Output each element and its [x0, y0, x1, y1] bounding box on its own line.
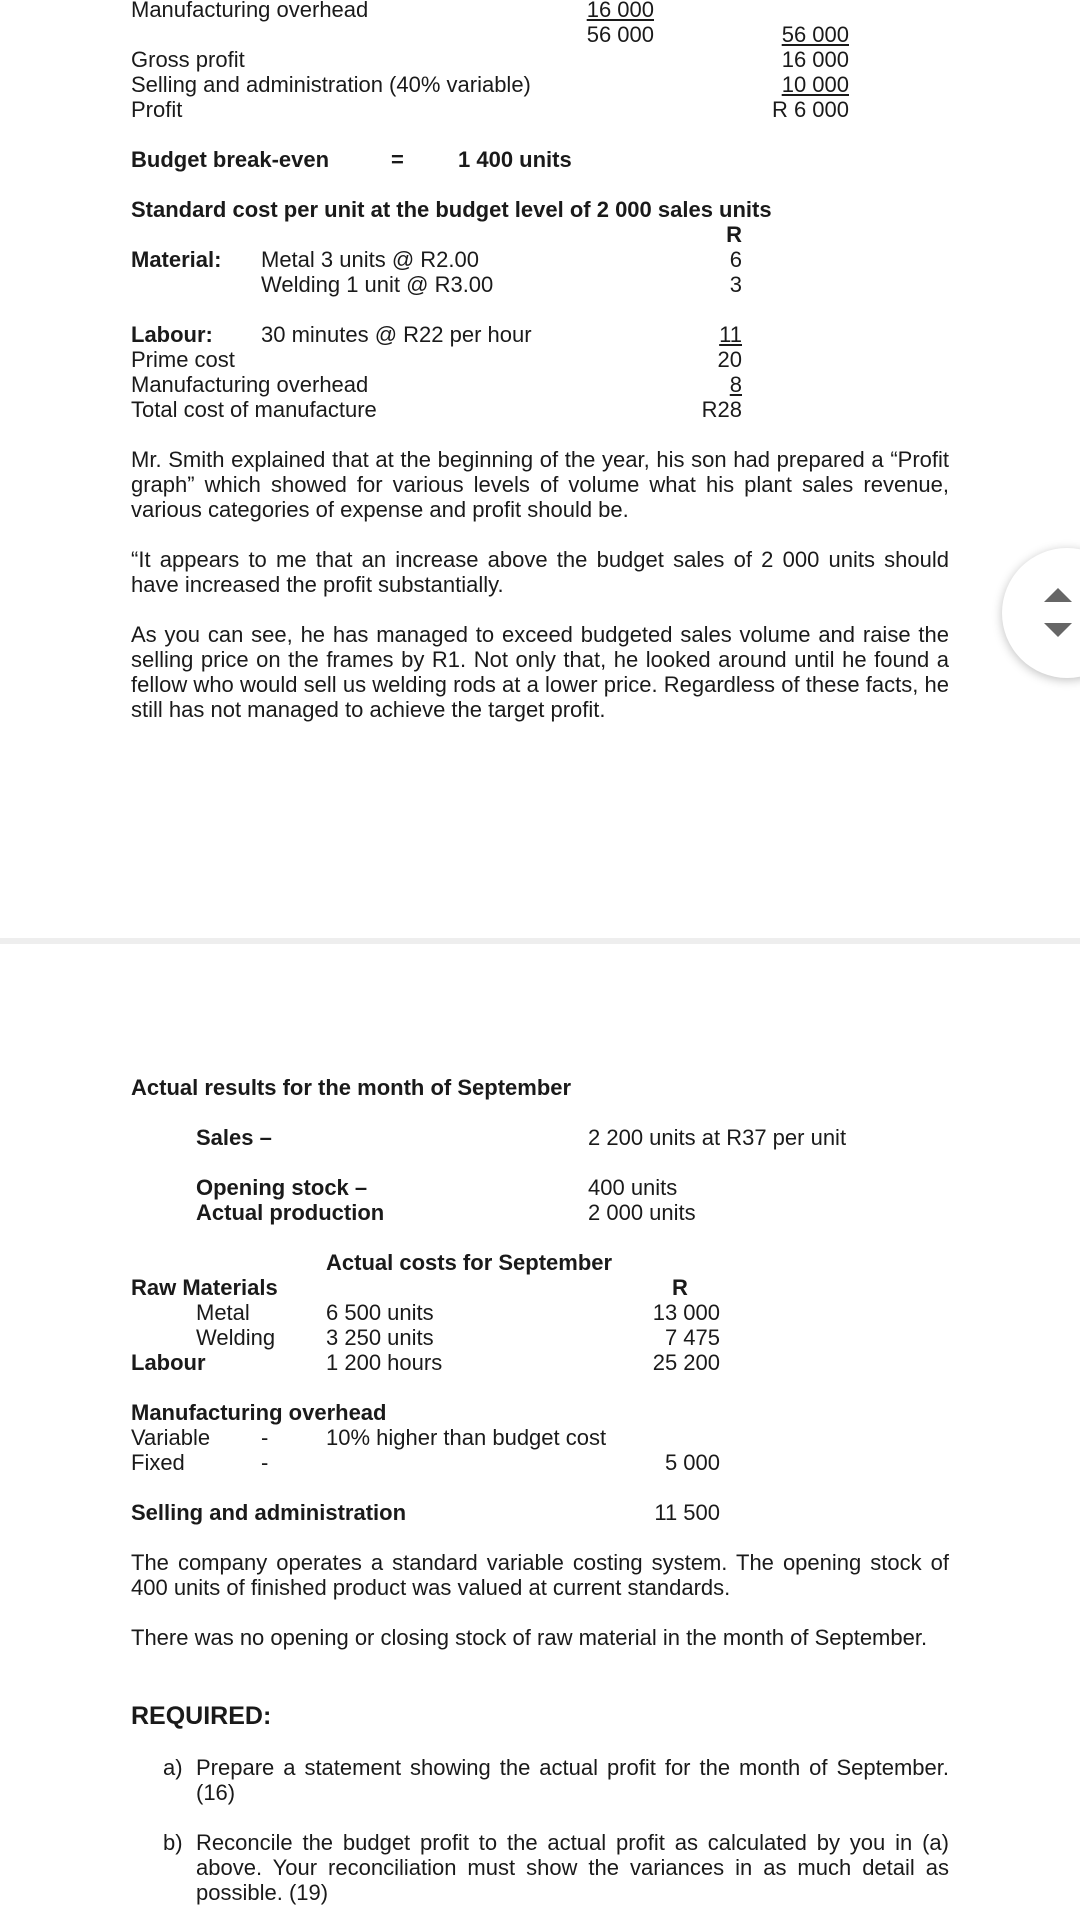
breakeven-value: 1 400 units	[458, 147, 572, 172]
required-item-a-text: Prepare a statement showing the actual profit for the month of September. (16)	[196, 1755, 949, 1805]
budget-subtotal-right: 56 000	[781, 22, 849, 47]
actual-selling-admin-label: Selling and administration	[131, 1500, 407, 1525]
actual-metal-quantity: 6 500 units	[326, 1300, 434, 1325]
budget-subtotal-mid: 56 000	[586, 22, 654, 47]
raw-materials-label: Raw Materials	[131, 1275, 278, 1300]
std-mfg-overhead-value: 8	[729, 372, 742, 397]
page-nav-button[interactable]	[1002, 548, 1080, 678]
total-cost-value: R28	[701, 397, 742, 422]
budget-mfg-overhead-value: 16 000	[586, 0, 654, 22]
required-heading: REQUIRED:	[131, 1702, 272, 1730]
actual-welding-quantity: 3 250 units	[326, 1325, 434, 1350]
required-item-a-label: a)	[163, 1755, 183, 1780]
std-mfg-overhead-label: Manufacturing overhead	[131, 372, 369, 397]
actual-sales-value: 2 200 units at R37 per unit	[588, 1125, 847, 1150]
profit-value: R 6 000	[771, 97, 849, 122]
total-cost-label: Total cost of manufacture	[131, 397, 377, 422]
prime-cost-label: Prime cost	[131, 347, 235, 372]
required-item-b	[163, 1830, 949, 1905]
required-item-b-label: b)	[163, 1830, 183, 1855]
actual-selling-admin-cost: 11 500	[654, 1500, 720, 1525]
actual-labour-quantity: 1 200 hours	[326, 1350, 443, 1375]
actual-production-value: 2 000 units	[588, 1200, 696, 1225]
required-item-b-text: Reconcile the budget profit to the actual profit as calculated by you in (a) above. Your reconciliation must show the variances in as much detail as possible. (19)	[196, 1830, 949, 1905]
actual-results-heading: Actual results for the month of September	[131, 1075, 572, 1100]
actual-metal-label: Metal	[196, 1300, 250, 1325]
variable-overhead-dash: -	[261, 1425, 269, 1450]
actual-production-label: Actual production	[196, 1200, 385, 1225]
labour-label: Labour:	[131, 322, 213, 347]
welding-description: Welding 1 unit @ R3.00	[261, 272, 494, 297]
notes-paragraph-2: There was no opening or closing stock of raw material in the month of September.	[131, 1625, 928, 1650]
profit-label: Profit	[131, 97, 183, 122]
selling-admin-label: Selling and administration (40% variable)	[131, 72, 531, 97]
standard-cost-currency-header: R	[726, 222, 742, 247]
breakeven-equals: =	[391, 147, 404, 172]
actual-labour-cost: 25 200	[652, 1350, 720, 1375]
notes-paragraph-1: The company operates a standard variable costing system. The opening stock of 400 units of finished product was valued at current standards.	[131, 1550, 949, 1600]
actual-costs-heading: Actual costs for September	[326, 1250, 613, 1275]
opening-stock-value: 400 units	[588, 1175, 678, 1200]
narrative-paragraph-3: As you can see, he has managed to exceed budgeted sales volume and raise the selling price on the frames by R1. Not only that, he looked around until he found a fellow who would sell us welding rods at a lower price. Regardless of these facts, he still has not managed to achieve the target profit.	[131, 622, 949, 722]
page-divider	[0, 938, 1080, 944]
actual-welding-cost: 7 475	[664, 1325, 720, 1350]
variable-overhead-label: Variable	[131, 1425, 211, 1450]
variable-overhead-description: 10% higher than budget cost	[326, 1425, 607, 1450]
standard-cost-heading: Standard cost per unit at the budget level of 2 000 sales units	[131, 197, 772, 222]
budget-mfg-overhead-label: Manufacturing overhead	[131, 0, 369, 22]
selling-admin-value: 10 000	[781, 72, 849, 97]
gross-profit-value: 16 000	[781, 47, 849, 72]
required-item-a	[163, 1755, 949, 1805]
gross-profit-label: Gross profit	[131, 47, 245, 72]
actual-mfg-overhead-label: Manufacturing overhead	[131, 1400, 387, 1425]
actual-sales-label: Sales –	[196, 1125, 272, 1150]
welding-standard-value: 3	[729, 272, 742, 297]
opening-stock-label: Opening stock –	[196, 1175, 368, 1200]
fixed-overhead-label: Fixed	[131, 1450, 185, 1475]
prime-cost-value: 20	[717, 347, 742, 372]
actual-labour-label: Labour	[131, 1350, 206, 1375]
material-label: Material:	[131, 247, 222, 272]
fixed-overhead-cost: 5 000	[664, 1450, 720, 1475]
metal-description: Metal 3 units @ R2.00	[261, 247, 479, 272]
breakeven-label: Budget break-even	[131, 147, 330, 172]
labour-description: 30 minutes @ R22 per hour	[261, 322, 532, 347]
narrative-paragraph-1: Mr. Smith explained that at the beginning of the year, his son had prepared a “Profit graph” which showed for various levels of volume what his plant sales revenue, various categories of expense and profit should be.	[131, 447, 949, 522]
metal-standard-value: 6	[729, 247, 742, 272]
actual-welding-label: Welding	[196, 1325, 276, 1350]
actual-costs-currency-header: R	[672, 1275, 688, 1300]
fixed-overhead-dash: -	[261, 1450, 269, 1475]
narrative-paragraph-2: “It appears to me that an increase above the budget sales of 2 000 units should have increased the profit substantially.	[131, 547, 949, 597]
actual-metal-cost: 13 000	[652, 1300, 720, 1325]
scroll-up-icon[interactable]	[1044, 588, 1072, 602]
scroll-down-icon[interactable]	[1044, 623, 1072, 637]
labour-standard-value: 11	[719, 322, 742, 347]
